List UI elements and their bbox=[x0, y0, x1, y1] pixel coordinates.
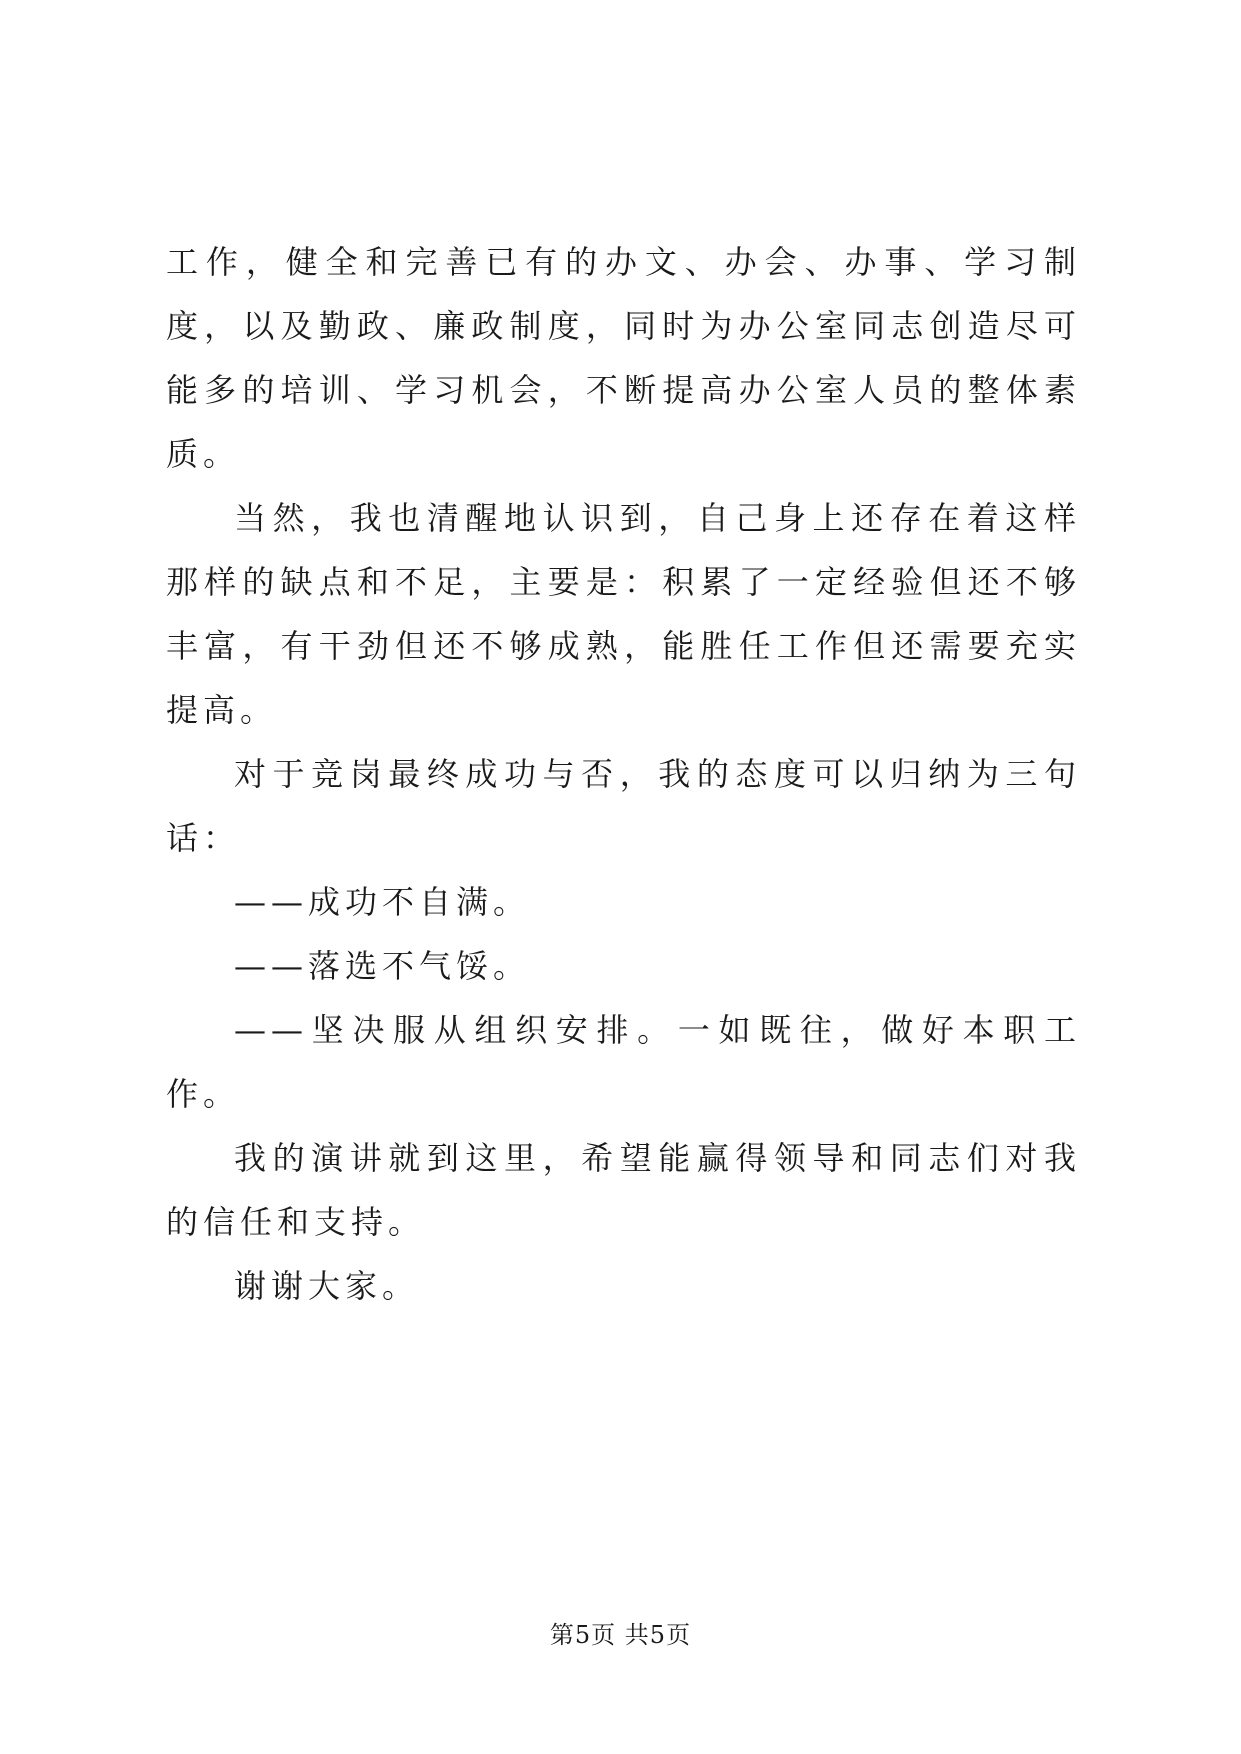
paragraph: 对于竞岗最终成功与否，我的态度可以归纳为三句话： bbox=[166, 755, 1081, 857]
document-body bbox=[166, 230, 1081, 1318]
page-number: 第5页 共5页 bbox=[549, 1621, 692, 1649]
page-footer bbox=[0, 1615, 1241, 1650]
paragraph: 当然，我也清醒地认识到，自己身上还存在着这样那样的缺点和不足，主要是：积累了一定经验但还不够丰富，有干劲但还不够成熟，能胜任工作但还需要充实提高。 bbox=[166, 499, 1081, 729]
paragraph: 我的演讲就到这里，希望能赢得领导和同志们对我的信任和支持。 bbox=[166, 1139, 1081, 1241]
paragraph: ——坚决服从组织安排。一如既往，做好本职工作。 bbox=[166, 1011, 1081, 1113]
paragraph: 谢谢大家。 bbox=[234, 1267, 420, 1305]
paragraph: 工作，健全和完善已有的办文、办会、办事、学习制度，以及勤政、廉政制度，同时为办公室同志创造尽可能多的培训、学习机会，不断提高办公室人员的整体素质。 bbox=[166, 243, 1081, 473]
paragraph: ——成功不自满。 bbox=[234, 883, 531, 921]
paragraph: ——落选不气馁。 bbox=[234, 947, 531, 985]
